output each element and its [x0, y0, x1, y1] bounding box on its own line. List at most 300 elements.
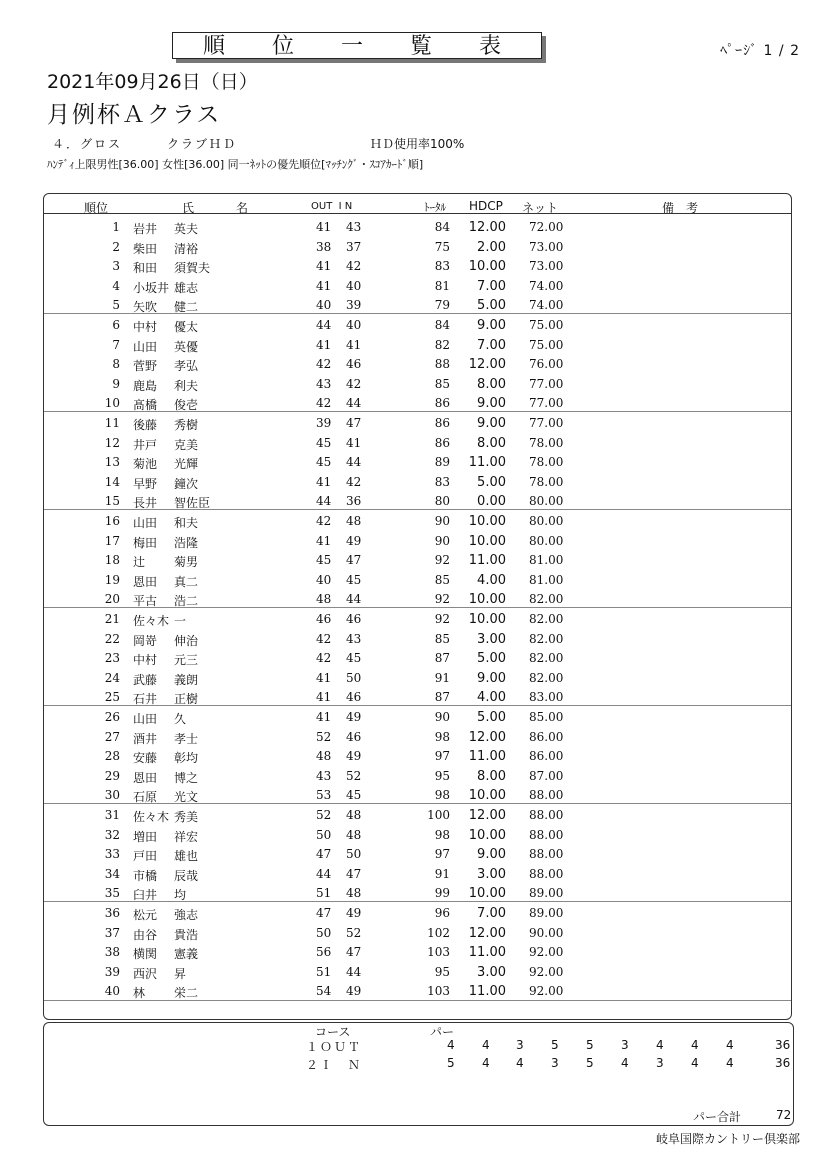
hole-par: 4: [656, 1038, 664, 1052]
in-score-cell: 41: [346, 435, 362, 450]
given-name-cell: 元三: [174, 653, 199, 668]
out-score-cell: 42: [316, 396, 332, 411]
given-name-cell: 一: [174, 614, 187, 628]
net-cell: 88.00: [529, 788, 564, 803]
net-cell: 83.00: [529, 690, 564, 705]
hdcp-cell: 2.00: [477, 239, 506, 255]
hole-par: 3: [516, 1038, 524, 1052]
given-name-cell: 均: [174, 888, 187, 903]
out-score-cell: 45: [316, 435, 332, 450]
surname-cell: 松元: [133, 908, 158, 922]
group-divider: [44, 607, 791, 608]
surname-cell: 佐々木: [133, 810, 170, 824]
hdcp-cell: 7.00: [477, 906, 506, 921]
total-cell: 103: [427, 945, 450, 960]
table-row: [0, 589, 826, 609]
rank-cell: 36: [104, 906, 120, 920]
net-cell: 76.00: [529, 357, 564, 372]
given-name-cell: 英夫: [174, 222, 199, 236]
given-name-cell: 克美: [174, 437, 199, 452]
surname-cell: 和田: [133, 261, 158, 276]
rank-cell: 35: [104, 886, 120, 901]
table-row: [0, 883, 826, 903]
table-row: [0, 393, 826, 413]
total-cell: 97: [434, 847, 450, 862]
table-row: [0, 276, 826, 296]
hdcp-cell: 5.00: [477, 710, 506, 725]
table-row: [0, 727, 826, 747]
surname-cell: 小坂井: [133, 280, 170, 295]
given-name-cell: 鐘次: [174, 476, 199, 491]
given-name-cell: 優太: [174, 320, 199, 334]
net-cell: 85.00: [529, 710, 564, 724]
condition-number: ４．グロス: [52, 137, 123, 151]
surname-cell: 平古: [133, 594, 158, 609]
table-row: [0, 629, 826, 649]
rank-cell: 30: [104, 788, 120, 803]
hdcp-cell: 8.00: [477, 768, 506, 784]
table-row: [0, 295, 826, 315]
hdcp-cell: 10.00: [468, 886, 506, 902]
in-score-cell: 49: [346, 533, 362, 548]
out-score-cell: 50: [316, 925, 332, 940]
rank-cell: 7: [112, 337, 120, 352]
table-row: [0, 433, 826, 453]
table-row: [0, 452, 826, 472]
surname-cell: 戸田: [133, 849, 158, 864]
surname-cell: 矢吹: [133, 300, 158, 315]
surname-cell: 山田: [133, 516, 158, 530]
out-score-cell: 56: [316, 945, 332, 960]
header-out-in: OUT I N: [311, 201, 353, 212]
hdcp-cell: 9.00: [477, 396, 506, 412]
given-name-cell: 正樹: [174, 692, 199, 707]
net-cell: 77.00: [529, 416, 564, 430]
table-row: [0, 648, 826, 668]
par-table: [43, 1022, 794, 1126]
event-date: 2021年09月26日（日）: [47, 71, 258, 93]
group-divider: [44, 313, 791, 314]
in-score-cell: 50: [346, 847, 362, 862]
hdcp-cell: 10.00: [468, 827, 506, 843]
table-row: [0, 923, 826, 943]
surname-cell: 酒井: [133, 731, 158, 746]
net-cell: 92.00: [529, 964, 564, 979]
table-bottom-divider: [44, 1000, 791, 1001]
surname-cell: 岡嵜: [133, 633, 158, 648]
out-score-cell: 38: [316, 239, 332, 254]
hole-par: 4: [447, 1038, 455, 1052]
table-row: [0, 609, 826, 629]
given-name-cell: 浩隆: [174, 535, 199, 550]
rank-cell: 31: [104, 808, 120, 822]
out-score-cell: 48: [316, 592, 332, 607]
hdcp-cell: 9.00: [477, 318, 506, 333]
out-score-cell: 45: [316, 455, 332, 470]
rank-cell: 24: [104, 670, 120, 685]
in-score-cell: 47: [346, 553, 362, 568]
given-name-cell: 浩二: [174, 594, 199, 609]
group-divider: [44, 411, 791, 412]
net-cell: 77.00: [529, 396, 564, 411]
rank-cell: 5: [112, 298, 120, 313]
in-score-cell: 43: [346, 631, 362, 646]
net-cell: 75.00: [529, 318, 564, 332]
group-divider: [44, 509, 791, 510]
table-row: [0, 766, 826, 786]
net-cell: 88.00: [529, 847, 564, 862]
group-divider: [44, 901, 791, 902]
surname-cell: 安藤: [133, 751, 158, 766]
net-cell: 88.00: [529, 808, 564, 822]
in-score-cell: 36: [346, 494, 362, 509]
surname-cell: 柴田: [133, 241, 158, 256]
net-cell: 74.00: [529, 298, 564, 313]
table-row: [0, 825, 826, 845]
given-name-cell: 博之: [174, 770, 199, 785]
in-score-cell: 44: [346, 964, 362, 979]
in-score-cell: 40: [346, 318, 362, 332]
in-score-cell: 37: [346, 239, 362, 254]
table-row: [0, 942, 826, 962]
in-score-cell: 43: [346, 220, 362, 234]
rank-cell: 32: [104, 827, 120, 842]
table-row: [0, 315, 826, 335]
given-name-cell: 健二: [174, 300, 199, 315]
given-name-cell: 利夫: [174, 378, 199, 393]
out-score-cell: 53: [316, 788, 332, 803]
header-net: ネット: [522, 201, 559, 215]
in-score-cell: 42: [346, 474, 362, 489]
rank-cell: 22: [104, 631, 120, 646]
hole-par: 5: [586, 1038, 594, 1052]
surname-cell: 林: [133, 986, 146, 1001]
given-name-cell: 辰哉: [174, 868, 199, 883]
hdcp-cell: 10.00: [468, 592, 506, 608]
total-cell: 82: [434, 337, 450, 352]
given-name-cell: 秀樹: [174, 418, 199, 432]
hole-par: 5: [586, 1056, 594, 1070]
net-cell: 81.00: [529, 572, 564, 587]
par-total-label: パー合計: [693, 1110, 742, 1124]
net-cell: 72.00: [529, 220, 564, 234]
in-score-cell: 49: [346, 749, 362, 764]
header-surname: 氏: [182, 201, 195, 215]
table-row: [0, 511, 826, 531]
total-cell: 95: [434, 964, 450, 979]
net-cell: 89.00: [529, 906, 564, 920]
rank-cell: 3: [112, 259, 120, 274]
hdcp-cell: 5.00: [477, 474, 506, 490]
in-score-cell: 47: [346, 416, 362, 430]
rank-cell: 38: [104, 945, 120, 960]
rank-cell: 18: [104, 553, 120, 568]
table-row: [0, 256, 826, 276]
total-cell: 83: [434, 474, 450, 489]
net-cell: 77.00: [529, 376, 564, 391]
net-cell: 88.00: [529, 866, 564, 881]
table-row: [0, 354, 826, 374]
in-score-cell: 46: [346, 612, 362, 626]
given-name-cell: 祥宏: [174, 829, 199, 844]
in-score-cell: 52: [346, 925, 362, 940]
total-cell: 98: [434, 729, 450, 744]
total-cell: 96: [434, 906, 450, 920]
hole-par: 4: [482, 1038, 490, 1052]
out-score-cell: 47: [316, 906, 332, 920]
hdcp-cell: 7.00: [477, 337, 506, 353]
out-score-cell: 41: [316, 278, 332, 293]
surname-cell: 髙橋: [133, 398, 158, 413]
out-score-cell: 41: [316, 670, 332, 685]
in-score-cell: 48: [346, 827, 362, 842]
hdcp-cell: 0.00: [477, 494, 506, 510]
table-row: [0, 570, 826, 590]
hdcp-cell: 9.00: [477, 416, 506, 431]
total-cell: 90: [434, 514, 450, 528]
hdcp-cell: 11.00: [468, 749, 506, 765]
out-score-cell: 50: [316, 827, 332, 842]
net-cell: 82.00: [529, 651, 564, 666]
in-score-cell: 46: [346, 357, 362, 372]
table-row: [0, 687, 826, 707]
given-name-cell: 彰均: [174, 751, 199, 766]
given-name-cell: 孝弘: [174, 359, 199, 374]
table-row: [0, 217, 826, 237]
total-cell: 95: [434, 768, 450, 783]
in-score-cell: 39: [346, 298, 362, 313]
given-name-cell: 須賀夫: [174, 261, 211, 276]
hdcp-cell: 8.00: [477, 435, 506, 451]
hdcp-cell: 9.00: [477, 847, 506, 863]
in-score-cell: 40: [346, 278, 362, 293]
table-row: [0, 335, 826, 355]
table-row: [0, 981, 826, 1001]
in-score-cell: 42: [346, 259, 362, 274]
total-cell: 100: [427, 808, 450, 822]
net-cell: 88.00: [529, 827, 564, 842]
out-score-cell: 51: [316, 886, 332, 901]
rank-cell: 8: [112, 357, 120, 372]
hdcp-cell: 11.00: [468, 455, 506, 471]
hdcp-cell: 10.00: [468, 259, 506, 275]
hdcp-cell: 11.00: [468, 553, 506, 569]
surname-cell: 市橋: [133, 868, 158, 883]
hole-par: 5: [551, 1038, 559, 1052]
total-cell: 85: [434, 631, 450, 646]
net-cell: 78.00: [529, 455, 564, 470]
total-cell: 81: [434, 278, 450, 293]
header-remarks: 備 考: [662, 201, 699, 215]
out-score-cell: 42: [316, 651, 332, 666]
in-score-cell: 46: [346, 729, 362, 744]
table-row: [0, 707, 826, 727]
surname-cell: 岩井: [133, 222, 158, 236]
group-divider: [44, 803, 791, 804]
in-score-cell: 42: [346, 376, 362, 391]
in-score-cell: 49: [346, 984, 362, 999]
in-score-cell: 45: [346, 572, 362, 587]
rank-cell: 15: [104, 494, 120, 509]
rank-cell: 26: [104, 710, 120, 724]
rank-cell: 33: [104, 847, 120, 862]
total-cell: 86: [434, 435, 450, 450]
in-score-cell: 44: [346, 455, 362, 470]
given-name-cell: 秀美: [174, 810, 199, 824]
hole-par: 4: [691, 1056, 699, 1070]
class-name: 月例杯Ａクラス: [47, 102, 222, 128]
given-name-cell: 菊男: [174, 555, 199, 570]
net-cell: 75.00: [529, 337, 564, 352]
in-score-cell: 45: [346, 651, 362, 666]
rank-cell: 21: [104, 612, 120, 626]
rank-cell: 20: [104, 592, 120, 607]
hdcp-cell: 3.00: [477, 631, 506, 647]
net-cell: 78.00: [529, 474, 564, 489]
rank-cell: 19: [104, 572, 120, 587]
table-row: [0, 531, 826, 551]
surname-cell: 石原: [133, 790, 158, 805]
table-row: [0, 413, 826, 433]
net-cell: 73.00: [529, 239, 564, 254]
net-cell: 92.00: [529, 984, 564, 999]
total-cell: 87: [434, 651, 450, 666]
hdcp-cell: 3.00: [477, 866, 506, 882]
table-row: [0, 472, 826, 492]
surname-cell: 菊池: [133, 457, 158, 472]
rank-cell: 9: [112, 376, 120, 391]
total-cell: 86: [434, 396, 450, 411]
condition-club: クラブＨＤ: [167, 137, 238, 151]
net-cell: 82.00: [529, 612, 564, 626]
par-label: パー: [430, 1025, 455, 1039]
table-row: [0, 903, 826, 923]
net-cell: 86.00: [529, 729, 564, 744]
rank-cell: 40: [104, 984, 120, 999]
handicap-note: ﾊﾝﾃﾞｨ上限男性[36.00] 女性[36.00] 同一ﾈｯﾄの優先順位[ﾏｯﾁﾝｸﾞ・ｽｺｱｶｰﾄﾞ順]: [47, 158, 424, 171]
surname-cell: 武藤: [133, 672, 158, 687]
hdcp-cell: 12.00: [468, 729, 506, 745]
hdcp-cell: 12.00: [468, 808, 506, 823]
rank-cell: 4: [112, 278, 120, 293]
hdcp-cell: 11.00: [468, 984, 506, 1000]
net-cell: 87.00: [529, 768, 564, 783]
surname-cell: 石井: [133, 692, 158, 707]
course-label: コース: [315, 1025, 351, 1039]
total-cell: 83: [434, 259, 450, 274]
table-row: [0, 864, 826, 884]
total-cell: 79: [434, 298, 450, 313]
table-row: [0, 374, 826, 394]
out-score-cell: 40: [316, 572, 332, 587]
net-cell: 73.00: [529, 259, 564, 274]
total-cell: 89: [434, 455, 450, 470]
rank-cell: 17: [104, 533, 120, 548]
rank-cell: 25: [104, 690, 120, 705]
surname-cell: 辻: [133, 555, 146, 570]
header-rank: 順位: [84, 201, 109, 215]
surname-cell: 西沢: [133, 966, 158, 981]
given-name-cell: 雄志: [174, 280, 199, 295]
net-cell: 86.00: [529, 749, 564, 764]
surname-cell: 井戸: [133, 437, 158, 452]
given-name-cell: 真二: [174, 574, 199, 589]
out-score-cell: 42: [316, 357, 332, 372]
hole-par: 4: [726, 1056, 734, 1070]
net-cell: 80.00: [529, 514, 564, 528]
total-cell: 88: [434, 357, 450, 372]
course-name: ２Ｉ Ｎ: [306, 1058, 363, 1072]
net-cell: 81.00: [529, 553, 564, 568]
rank-cell: 2: [112, 239, 120, 254]
surname-cell: 恩田: [133, 574, 158, 589]
hdcp-cell: 3.00: [477, 964, 506, 980]
out-score-cell: 52: [316, 729, 332, 744]
total-cell: 98: [434, 827, 450, 842]
hole-par: 5: [447, 1056, 455, 1070]
surname-cell: 増田: [133, 829, 158, 844]
in-score-cell: 48: [346, 808, 362, 822]
total-cell: 97: [434, 749, 450, 764]
rank-cell: 13: [104, 455, 120, 470]
hdcp-cell: 4.00: [477, 690, 506, 706]
hole-par: 4: [482, 1056, 490, 1070]
total-cell: 90: [434, 533, 450, 548]
table-row: [0, 785, 826, 805]
out-score-cell: 39: [316, 416, 332, 430]
rank-cell: 1: [112, 220, 120, 234]
out-score-cell: 43: [316, 768, 332, 783]
surname-cell: 中村: [133, 320, 158, 334]
hdcp-cell: 10.00: [468, 514, 506, 529]
course-name: １ＯＵＴ: [306, 1040, 363, 1054]
hdcp-cell: 11.00: [468, 945, 506, 961]
total-cell: 92: [434, 553, 450, 568]
rank-cell: 28: [104, 749, 120, 764]
out-score-cell: 54: [316, 984, 332, 999]
total-cell: 91: [434, 670, 450, 685]
rank-cell: 39: [104, 964, 120, 979]
total-cell: 84: [434, 318, 450, 332]
hdcp-cell: 12.00: [468, 357, 506, 373]
surname-cell: 山田: [133, 339, 158, 354]
net-cell: 82.00: [529, 670, 564, 685]
table-row: [0, 962, 826, 982]
out-score-cell: 41: [316, 220, 332, 234]
rank-cell: 12: [104, 435, 120, 450]
net-cell: 74.00: [529, 278, 564, 293]
in-score-cell: 47: [346, 866, 362, 881]
header-hdcp: HDCP: [469, 199, 503, 213]
hole-par: 3: [656, 1056, 664, 1070]
out-score-cell: 44: [316, 318, 332, 332]
rank-cell: 29: [104, 768, 120, 783]
given-name-cell: 義朗: [174, 672, 199, 687]
in-score-cell: 41: [346, 337, 362, 352]
surname-cell: 佐々木: [133, 614, 170, 628]
total-cell: 92: [434, 612, 450, 626]
given-name-cell: 俊壱: [174, 398, 199, 413]
given-name-cell: 栄二: [174, 986, 199, 1001]
in-score-cell: 45: [346, 788, 362, 803]
given-name-cell: 清裕: [174, 241, 199, 256]
out-score-cell: 41: [316, 533, 332, 548]
out-score-cell: 41: [316, 690, 332, 705]
hdcp-cell: 5.00: [477, 298, 506, 314]
hdcp-cell: 9.00: [477, 670, 506, 686]
given-name-cell: 貴浩: [174, 927, 199, 942]
given-name-cell: 和夫: [174, 516, 199, 530]
